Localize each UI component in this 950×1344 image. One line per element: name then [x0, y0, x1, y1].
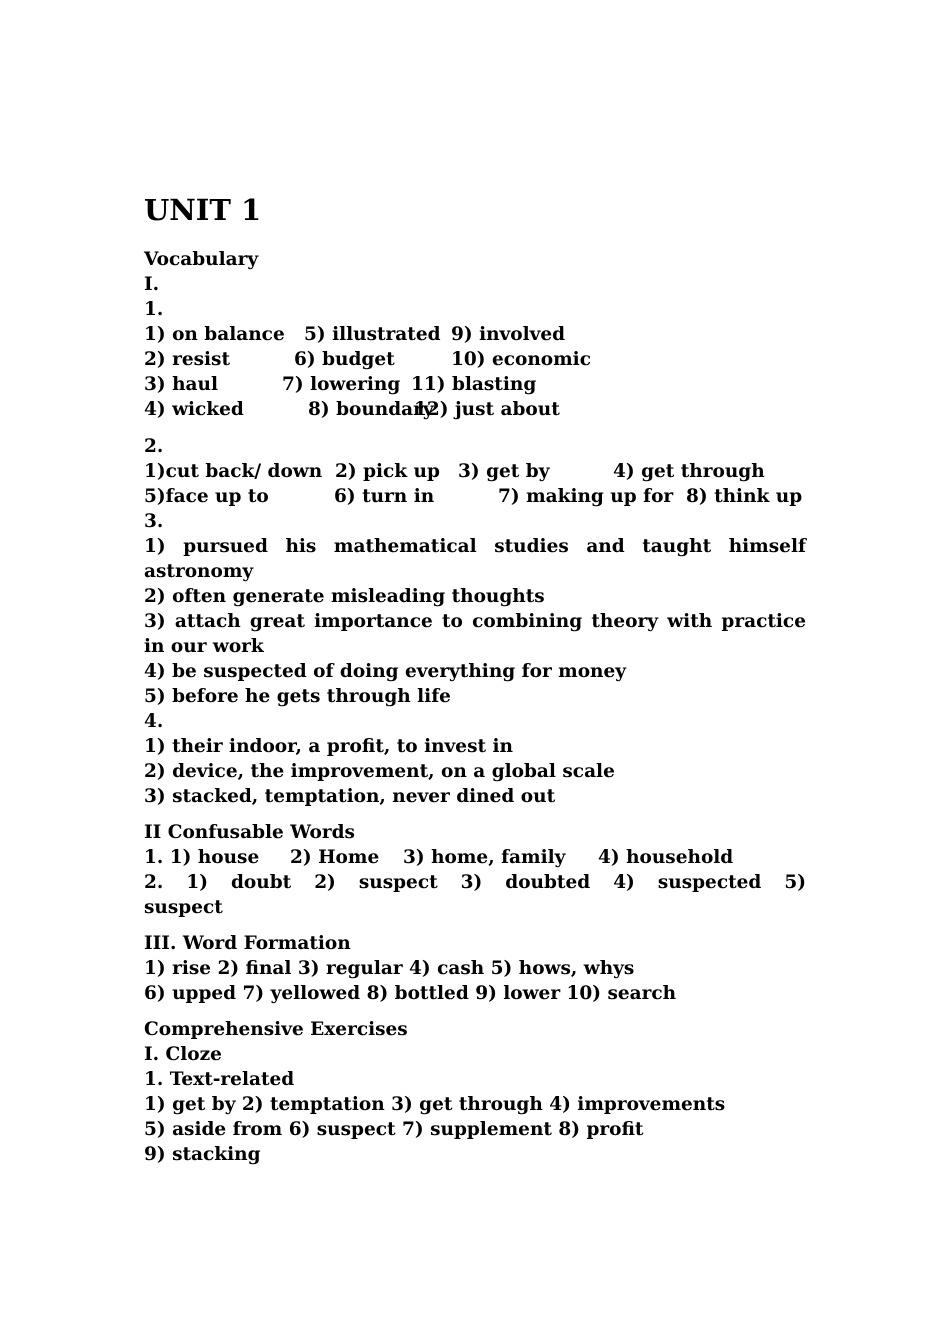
ex3-item-1-cont: astronomy — [144, 561, 254, 582]
ex2-item-7: 7) making up for — [498, 486, 674, 507]
text-related-heading: 1. Text-related — [144, 1069, 295, 1090]
word-formation-line-1: 1) rise 2) final 3) regular 4) cash 5) hows, whys — [144, 958, 635, 979]
ex2-item-1: 1)cut back/ down — [144, 461, 323, 482]
exercise-label-1: 1. — [144, 299, 164, 320]
cloze-line-2: 5) aside from 6) suspect 7) supplement 8) profit — [144, 1119, 644, 1140]
ex1-item-10: 10) economic — [451, 349, 591, 370]
word: 3) — [460, 872, 483, 893]
word: pursued — [183, 536, 268, 557]
confusable-line-2-cont: suspect — [144, 897, 223, 918]
confusable-heading: II Confusable Words — [144, 822, 355, 843]
word: with — [667, 611, 713, 632]
ex3-item-2: 2) often generate misleading thoughts — [144, 586, 545, 607]
word: theory — [591, 611, 658, 632]
confusable-1-item-2: 2) Home — [290, 847, 380, 868]
exercise-label-3: 3. — [144, 511, 164, 532]
word: great — [249, 611, 305, 632]
word: importance — [314, 611, 433, 632]
word: 4) — [613, 872, 635, 893]
ex1-item-7: 7) lowering — [282, 374, 401, 395]
word: and — [586, 536, 625, 557]
confusable-1-item-1: 1. 1) house — [144, 847, 260, 868]
ex1-item-2: 2) resist — [144, 349, 230, 370]
ex3-item-4: 4) be suspected of doing everything for money — [144, 661, 627, 682]
ex4-item-1: 1) their indoor, a profit, to invest in — [144, 736, 513, 757]
ex3-item-3-cont: in our work — [144, 636, 264, 657]
comprehensive-heading: Comprehensive Exercises — [144, 1019, 408, 1040]
ex1-item-3: 3) haul — [144, 374, 218, 395]
ex2-item-4: 4) get through — [613, 461, 765, 482]
word: to — [442, 611, 463, 632]
vocabulary-heading: Vocabulary — [144, 249, 259, 270]
ex3-item-1 — [144, 534, 806, 559]
word: mathematical — [333, 536, 477, 557]
ex2-item-2: 2) pick up — [335, 461, 440, 482]
word: taught — [642, 536, 712, 557]
word: 5) — [784, 872, 806, 893]
ex4-item-2: 2) device, the improvement, on a global scale — [144, 761, 615, 782]
ex4-item-3: 3) stacked, temptation, never dined out — [144, 786, 556, 807]
ex3-item-3 — [144, 609, 806, 634]
ex2-item-8: 8) think up — [686, 486, 803, 507]
ex1-item-4: 4) wicked — [144, 399, 244, 420]
ex1-item-6: 6) budget — [294, 349, 395, 370]
ex2-item-3: 3) get by — [458, 461, 550, 482]
word-formation-heading: III. Word Formation — [144, 933, 351, 954]
section-label-i: I. — [144, 274, 160, 295]
ex1-item-9: 9) involved — [451, 324, 566, 345]
ex1-item-5: 5) illustrated — [304, 324, 441, 345]
cloze-line-3: 9) stacking — [144, 1144, 261, 1165]
confusable-line-2 — [144, 870, 806, 895]
exercise-label-4: 4. — [144, 711, 164, 732]
word: doubted — [505, 872, 591, 893]
cloze-line-1: 1) get by 2) temptation 3) get through 4) improvements — [144, 1094, 726, 1115]
word: studies — [494, 536, 569, 557]
word: his — [285, 536, 317, 557]
cloze-heading: I. Cloze — [144, 1044, 222, 1065]
word: 3) — [144, 611, 166, 632]
word: suspected — [657, 872, 762, 893]
word: himself — [728, 536, 806, 557]
word: 1) — [144, 536, 166, 557]
word: 2) — [314, 872, 336, 893]
word: suspect — [358, 872, 438, 893]
confusable-1-item-3: 3) home, family — [403, 847, 566, 868]
word: 2. — [144, 872, 164, 893]
unit-title: UNIT 1 — [144, 193, 262, 227]
word: combining — [472, 611, 583, 632]
word: practice — [721, 611, 806, 632]
ex1-item-8: 8) boundary — [308, 399, 434, 420]
exercise-label-2: 2. — [144, 436, 164, 457]
ex3-item-5: 5) before he gets through life — [144, 686, 451, 707]
ex1-item-12: 12) just about — [414, 399, 560, 420]
ex2-item-6: 6) turn in — [334, 486, 435, 507]
word-formation-line-2: 6) upped 7) yellowed 8) bottled 9) lower 10) search — [144, 983, 677, 1004]
word: 1) — [186, 872, 208, 893]
ex2-item-5: 5)face up to — [144, 486, 269, 507]
ex1-item-11: 11) blasting — [411, 374, 537, 395]
ex1-item-1: 1) on balance — [144, 324, 285, 345]
word: doubt — [230, 872, 292, 893]
word: attach — [174, 611, 241, 632]
confusable-1-item-4: 4) household — [598, 847, 734, 868]
